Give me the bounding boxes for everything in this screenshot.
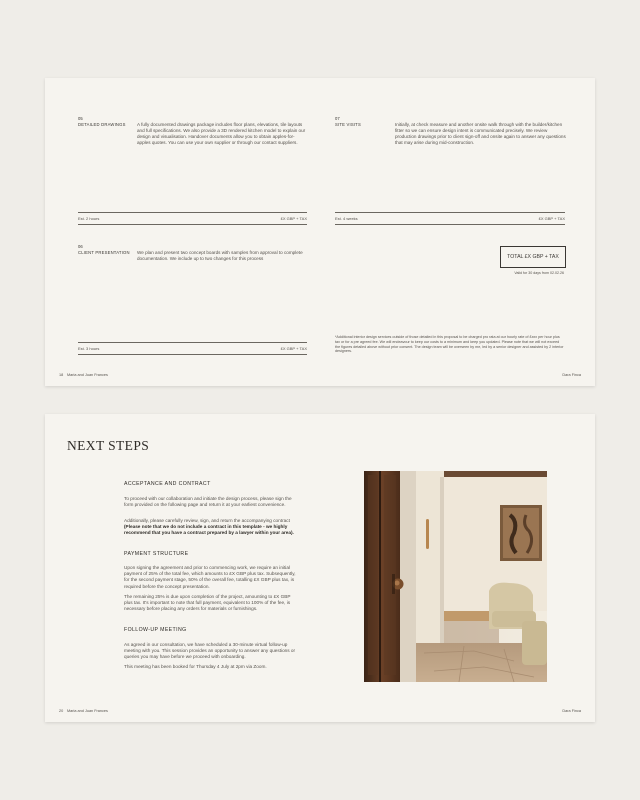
- paragraph: As agreed in our consultation, we have scheduled a 30-minute virtual follow-up meeting with you. This session provides an opportunity to answer any questions or queries you may have before we proceed with onboarding.: [124, 642, 296, 660]
- section-fee: £X GBP + TAX: [280, 346, 307, 351]
- proposal-page-fees: [45, 78, 595, 386]
- contract-disclaimer: (Please note that we do not include a contract in this template - we highly recommend that you have a contract prepared by a lawyer within your area).: [124, 524, 294, 536]
- interior-photo: [364, 471, 547, 682]
- proposal-page-next-steps: [45, 414, 595, 722]
- section-number: 05: [78, 116, 83, 121]
- paragraph: This meeting has been booked for Thursday 4 July at 2pm via Zoom.: [124, 664, 267, 669]
- duration-estimate: Est. 2 hours: [78, 216, 100, 221]
- section-title: CLIENT PRESENTATION: [78, 250, 130, 255]
- section-fee: £X GBP + TAX: [538, 216, 565, 221]
- page-title: NEXT STEPS: [67, 438, 150, 453]
- paragraph: The remaining 25% is due upon completion of the project, amounting to £X GBP plus tax. It's important to note that full payment, equivalent to 100% of the fee, is necessary before placing any orders for materials or furnishings.: [124, 594, 291, 612]
- section-body: Initially, at check measure and another onsite walk through with the builder/kitchen fitter so we can ensure design intent is communicated precisely. We review production drawings prior to client sign-off and onsite again to answer any questions that may arise during mid-construction.: [395, 122, 566, 145]
- paragraph: To proceed with our collaboration and initiate the design process, please sign the form provided on the following page and return it at your earliest convenience.: [124, 496, 292, 508]
- total-fee-box: [500, 246, 566, 268]
- page-number: 20: [59, 709, 64, 713]
- paragraph: Upon signing the agreement and prior to commencing work, we require an initial payment of 25% of the total fee, which amounts to £X GBP plus tax. Subsequently, for the second payment stage, 50% of the overall fee, totalling £X GBP plus tax, is required before the concept presentation.: [124, 565, 296, 589]
- section-body: We plan and present two concept boards with samples from approval to complete documentation. We include up to two changes for this process: [137, 250, 303, 261]
- studio-name: Dara Finca: [562, 709, 581, 713]
- divider: [78, 342, 307, 343]
- paragraph-text: Additionally, please carefully review, sign, and return the accompanying contract: [124, 518, 290, 523]
- client-name: Maria and Juan Frances: [67, 373, 108, 377]
- divider: [335, 224, 565, 225]
- paragraph: [124, 518, 302, 537]
- section-fee: £X GBP + TAX: [280, 216, 307, 221]
- footnote: *Additional interior design services outside of those detailed in this proposal to be charged pro rata at our hourly rate of £xxx per hour plus tax or for a pre agreed fee. We will endeavour to keep our costs to a minimum and keep you updated. Please note that we will not exceed the figures detailed above without prior consent. The design team will be overseen by me, led by a senior designer and assisted by 2 interior designers.: [335, 335, 564, 354]
- divider: [78, 212, 307, 213]
- section-heading: FOLLOW-UP MEETING: [124, 627, 187, 633]
- total-fee-label: TOTAL £X GBP + TAX: [507, 254, 559, 260]
- section-heading: ACCEPTANCE AND CONTRACT: [124, 481, 211, 487]
- page-number: 18: [59, 373, 64, 377]
- section-heading: PAYMENT STRUCTURE: [124, 551, 189, 557]
- duration-estimate: Est. 3 hours: [78, 346, 100, 351]
- validity-note: Valid for 30 days from 02.02.26: [514, 271, 564, 275]
- duration-estimate: Est. 4 weeks: [335, 216, 358, 221]
- section-title: SITE VISITS: [335, 122, 361, 127]
- divider: [335, 212, 565, 213]
- studio-name: Dara Finca: [562, 373, 581, 377]
- divider: [78, 224, 307, 225]
- divider: [78, 354, 307, 355]
- section-body: A fully documented drawings package includes floor plans, elevations, tile layouts and full specifications. We also provide a 3D rendered kitchen model to explain our design and visualisation. Handover documents allow you to obtain apples-for-apples quotes. You can use your own supplier or through our contact suppliers.: [137, 122, 306, 145]
- client-name: Maria and Juan Frances: [67, 709, 108, 713]
- section-number: 07: [335, 116, 340, 121]
- section-title: DETAILED DRAWINGS: [78, 122, 126, 127]
- section-number: 06: [78, 244, 83, 249]
